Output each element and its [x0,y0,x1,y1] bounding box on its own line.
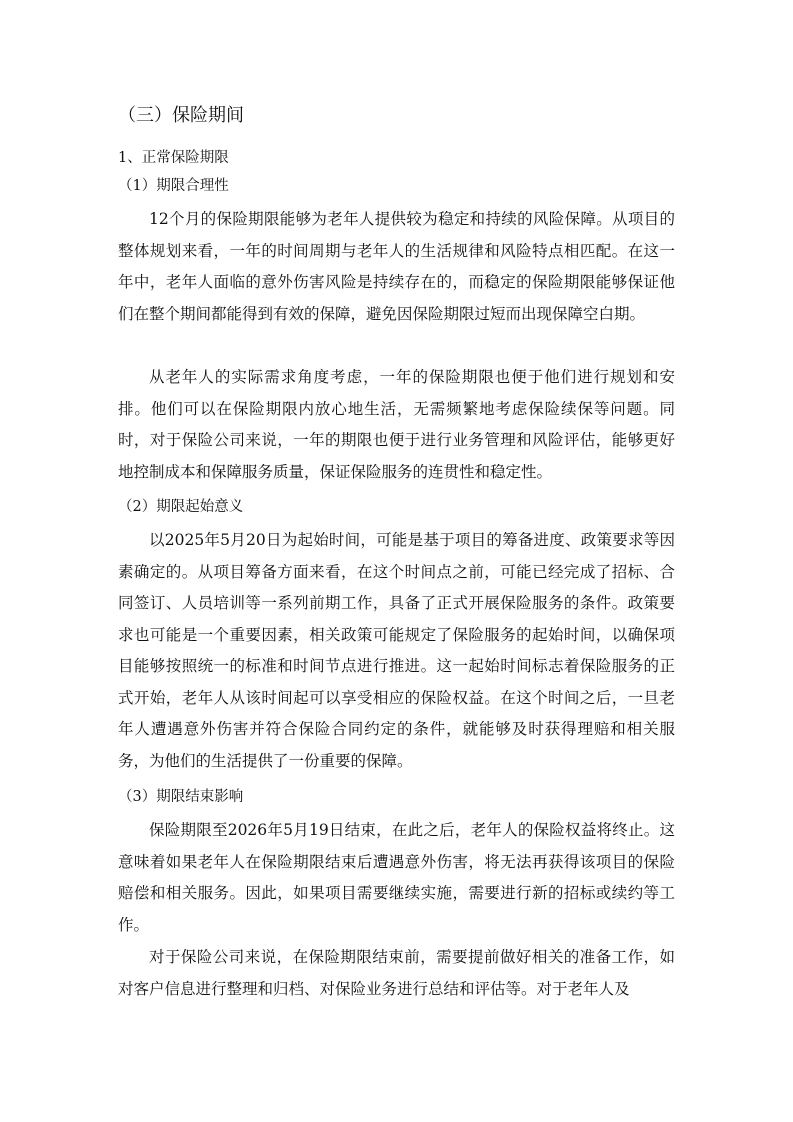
paragraph-period-end-impact-1: 保险期限至2026年5月19日结束，在此之后，老年人的保险权益将终止。这意味着如果老年人在保险期限结束后遭遇意外伤害，将无法再获得该项目的保险赔偿和相关服务。因此，如果项目需要继续实施，需要进行新的招标或续约等工作。 [118,821,675,934]
paragraph-period-rationality-1: 12个月的保险期限能够为老年人提供较为稳定和持续的风险保障。从项目的整体规划来看，一年的时间周期与老年人的生活规律和风险特点相匹配。在这一年中，老年人面临的意外伤害风险是持续存在的，而稳定的保险期限能够保证他们在整个期间都能得到有效的保障，避免因保险期限过短而出现保障空白期。 [118,210,675,323]
heading-period-start-meaning: （2）期限起始意义 [118,499,244,515]
paragraph-period-start-meaning: 以2025年5月20日为起始时间，可能是基于项目的筹备进度、政策要求等因素确定的。从项目筹备方面来看，在这个时间点之前，可能已经完成了招标、合同签订、人员培训等一系列前期工作，具备了正式开展保险服务的条件。政策要求也可能是一个重要因素，相关政策可能规定了保险服务的起始时间，以确保项目能够按照统一的标准和时间节点进行推进。这一起始时间标志着保险服务的正式开始，老年人从该时间起可以享受相应的保险权益。在这个时间之后，一旦老年人遭遇意外伤害并符合保险合同约定的条件，就能够及时获得理赔和相关服务，为他们的生活提供了一份重要的保障。 [118,531,675,770]
heading-period-rationality: （1）期限合理性 [118,178,229,194]
section-title: （三）保险期间 [118,105,244,126]
paragraph-period-end-impact-2: 对于保险公司来说，在保险期限结束前，需要提前做好相关的准备工作，如对客户信息进行整理和归档、对保险业务进行总结和评估等。对于老年人及 [118,948,675,998]
paragraph-period-rationality-2: 从老年人的实际需求角度考虑，一年的保险期限也便于他们进行规划和安排。他们可以在保险期限内放心地生活，无需频繁地考虑保险续保等问题。同时，对于保险公司来说，一年的期限也便于进行业务管理和风险评估，能够更好地控制成本和保障服务质量，保证保险服务的连贯性和稳定性。 [118,368,675,481]
subsection-heading-normal-period: 1、正常保险期限 [118,150,229,166]
heading-period-end-impact: （3）期限结束影响 [118,789,244,805]
